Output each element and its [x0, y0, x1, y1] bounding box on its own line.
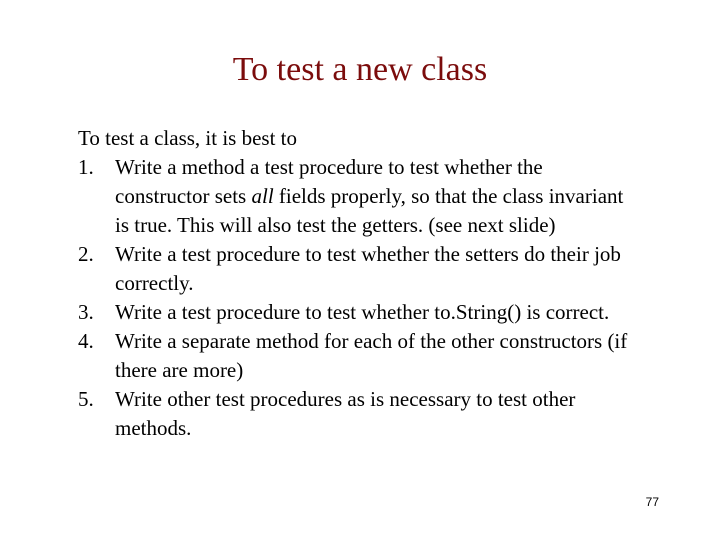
page-number: 77 [645, 495, 659, 509]
slide-body [78, 124, 638, 443]
slide-title: To test a new class [232, 51, 488, 88]
list-item [78, 327, 638, 385]
list-item-number: 2. [78, 242, 94, 266]
list-item-text: Write a test procedure to test whether the setters do their job correctly. [115, 242, 621, 295]
emphasis-text: all [251, 184, 274, 208]
list-item-number: 1. [78, 155, 94, 179]
list-item-text: Write a test procedure to test whether to.String() is correct. [115, 300, 610, 324]
list-item-number: 4. [78, 329, 94, 353]
list-item [78, 298, 638, 327]
list-item-text: Write other test procedures as is necessary to test other methods. [115, 387, 576, 440]
intro-text: To test a class, it is best to [78, 126, 298, 150]
list-item-text: Write a method a test procedure to test whether the constructor sets [115, 155, 543, 208]
list-item [78, 385, 638, 443]
list-item [78, 153, 638, 240]
list-item-text: Write a separate method for each of the other constructors (if there are more) [115, 329, 628, 382]
list-item [78, 240, 638, 298]
list-item-number: 3. [78, 300, 94, 324]
list-item-number: 5. [78, 387, 94, 411]
steps-list [78, 153, 638, 443]
list-item-text-continued: fields properly, so that the class invariant is true. This will also test the getters. (see next slide) [115, 184, 624, 237]
